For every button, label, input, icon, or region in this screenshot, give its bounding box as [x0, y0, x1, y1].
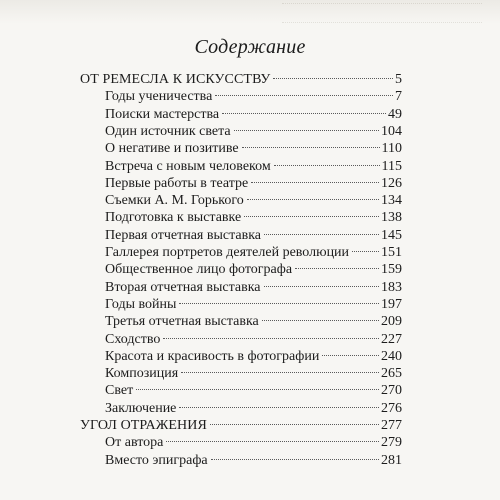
toc-page-number: 197: [381, 296, 402, 312]
toc-entry: [105, 244, 402, 262]
toc-entry: [105, 452, 402, 470]
dot-leader: [322, 355, 379, 356]
toc-page-number: 159: [381, 262, 402, 278]
toc-entry-title: Вместо эпиграфа: [105, 452, 208, 468]
toc-entry: [105, 227, 402, 245]
dot-leader: [242, 147, 380, 148]
toc-page-number: 279: [381, 435, 402, 451]
toc-page-number: 49: [388, 106, 402, 122]
dot-leader: [352, 251, 379, 252]
toc-entry-title: Третья отчетная выставка: [105, 314, 259, 330]
toc-page-number: 276: [381, 400, 402, 416]
toc-entry: [105, 192, 402, 210]
toc-entry-title: Подготовка к выставке: [105, 210, 242, 226]
toc-entry: [105, 382, 402, 400]
toc-entry: [105, 365, 402, 383]
dot-leader: [295, 268, 379, 269]
toc-page-number: 110: [381, 141, 402, 157]
dot-leader: [251, 182, 379, 183]
toc-page-number: 145: [381, 227, 402, 243]
dot-leader: [273, 78, 393, 79]
dot-leader: [210, 424, 379, 425]
toc-entry-title: Вторая отчетная выставка: [105, 279, 261, 295]
toc-entry: [105, 434, 402, 452]
toc-entry-title: Первая отчетная выставка: [105, 227, 262, 243]
toc-entry-title: Композиция: [105, 366, 179, 382]
toc-entry-title: Заключение: [105, 400, 177, 416]
dot-leader: [211, 459, 379, 460]
toc-page-number: 240: [381, 348, 402, 364]
toc-entry: [105, 175, 402, 193]
toc-entry-title: О негативе и позитиве: [105, 141, 239, 157]
dot-leader: [136, 389, 379, 390]
dot-leader: [274, 165, 380, 166]
toc-entry-title: Поиски мастерства: [105, 106, 220, 122]
previous-page-bleed: [0, 0, 500, 24]
toc-entry: [105, 261, 402, 279]
toc-entry: [105, 106, 402, 124]
toc-page-number: 151: [381, 245, 402, 260]
toc-entry-title: Красота и красивость в фотографии: [105, 348, 320, 364]
dot-leader: [264, 286, 379, 287]
dot-leader: [244, 216, 379, 217]
toc-page-number: 115: [381, 158, 402, 174]
toc-entry-title: Общественное лицо фотографа: [105, 262, 293, 278]
toc-entry-title: Встреча с новым человеком: [105, 158, 271, 174]
dot-leader: [234, 130, 379, 131]
toc-entry: [105, 123, 402, 141]
toc-page-number: 265: [381, 366, 402, 382]
dot-leader: [163, 338, 379, 339]
toc-entry: [105, 158, 402, 176]
page-title: Содержание: [194, 36, 306, 58]
toc-entry-title: Съемки А. М. Горького: [105, 193, 244, 209]
toc-entry: [105, 296, 402, 314]
toc-entry-title: Галлерея портретов деятелей революции: [105, 245, 350, 260]
toc-entry: [105, 400, 402, 418]
toc-entry: [105, 279, 402, 297]
toc-page-number: 126: [381, 175, 402, 191]
toc-entry-title: Сходство: [105, 331, 161, 347]
toc-entry-title: УГОЛ ОТРАЖЕНИЯ: [80, 418, 207, 433]
toc-page-number: 7: [395, 89, 402, 105]
toc-entry-title: Один источник света: [105, 123, 231, 139]
toc-page-number: 270: [381, 383, 402, 399]
toc-entry: [105, 88, 402, 106]
toc-entry: [105, 348, 402, 366]
toc-entry-title: От автора: [105, 435, 164, 451]
toc-entry-title: Годы войны: [105, 296, 177, 312]
toc-entry: [105, 209, 402, 227]
dot-leader: [247, 199, 379, 200]
toc-page-number: 138: [381, 210, 402, 226]
toc-entry-title: ОТ РЕМЕСЛА К ИСКУССТВУ: [80, 72, 271, 87]
dot-leader: [181, 372, 379, 373]
toc-page-number: 5: [395, 72, 402, 87]
dot-leader: [222, 113, 386, 114]
dot-leader: [264, 234, 379, 235]
toc-page-number: 183: [381, 279, 402, 295]
faded-text-bleed: [282, 3, 482, 23]
toc-entry: [105, 313, 402, 331]
toc-page-number: 134: [381, 193, 402, 209]
toc-page-number: 281: [381, 452, 402, 468]
dot-leader: [179, 407, 379, 408]
toc-section: [80, 71, 402, 89]
dot-leader: [179, 303, 379, 304]
toc-entry-title: Годы ученичества: [105, 89, 213, 105]
toc-entry: [105, 331, 402, 349]
toc-page-number: 277: [381, 418, 402, 433]
toc-page-number: 227: [381, 331, 402, 347]
toc-entry-title: Свет: [105, 383, 134, 399]
toc-page-number: 104: [381, 123, 402, 139]
dot-leader: [166, 441, 379, 442]
toc-entry: [105, 140, 402, 158]
dot-leader: [262, 320, 379, 321]
dot-leader: [215, 95, 393, 96]
toc-entry-title: Первые работы в театре: [105, 175, 249, 191]
toc-page-number: 209: [381, 314, 402, 330]
toc-section: [80, 417, 402, 435]
